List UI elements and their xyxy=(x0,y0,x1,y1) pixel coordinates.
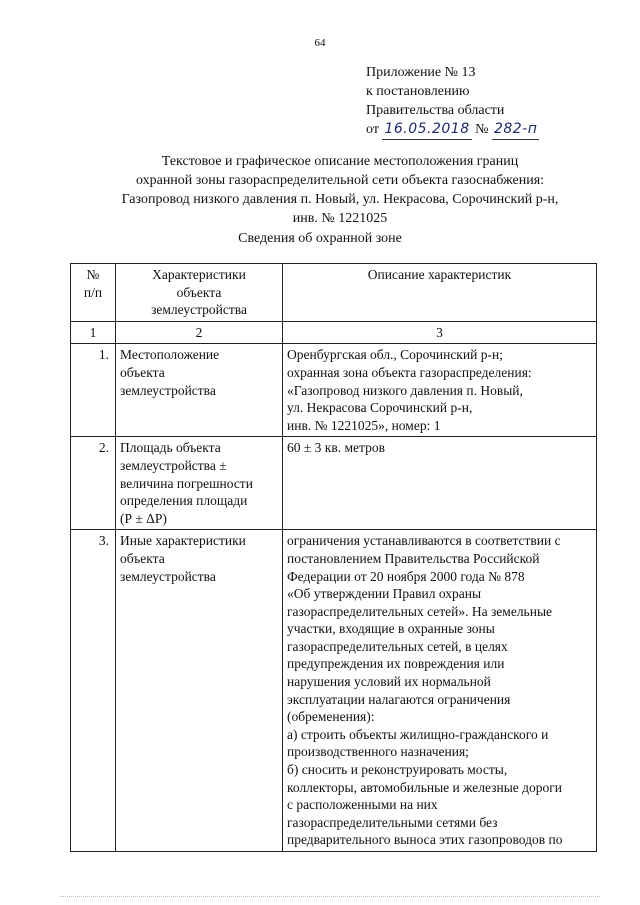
index-cell-3: 3 xyxy=(283,321,597,344)
desc-line: а) строить объекты жилищно-гражданского и xyxy=(287,726,549,742)
protection-zone-table xyxy=(70,263,597,852)
desc-line: Оренбургская обл., Сорочинский р-н; xyxy=(287,347,503,363)
table-header-row xyxy=(71,264,597,322)
char-line: землеустройства ± xyxy=(120,457,227,473)
row-description xyxy=(283,437,597,530)
desc-line: охранная зона объекта газораспределения: xyxy=(287,364,532,380)
header-char-line-3: землеустройства xyxy=(151,302,247,318)
desc-line: участки, входящие в охранные зоны xyxy=(287,621,495,637)
number-prefix: № xyxy=(475,122,489,137)
header-description xyxy=(283,264,597,322)
title-line-4: инв. № 1221025 xyxy=(292,211,388,226)
title-line-3: Газопровод низкого давления п. Новый, ул. Некрасова, Сорочинский р-н, xyxy=(121,192,559,207)
desc-line: газораспределительных сетей». На земельные xyxy=(287,603,553,619)
header-number-symbol: № xyxy=(86,267,100,282)
char-line: величина погрешности xyxy=(120,475,253,491)
desc-line: предупреждения их повреждения или xyxy=(287,656,505,672)
appendix-block xyxy=(366,63,539,140)
header-number xyxy=(71,264,116,322)
document-title xyxy=(60,152,620,228)
index-cell-1: 1 xyxy=(71,321,116,344)
page-number: 64 xyxy=(314,37,326,49)
desc-line: постановлением Правительства Российской xyxy=(287,550,540,566)
title-line-1: Текстовое и графическое описание местоположения границ xyxy=(161,154,519,169)
table-row xyxy=(71,344,597,437)
desc-line: «Газопровод низкого давления п. Новый, xyxy=(287,382,523,398)
char-line: (Р ± ΔР) xyxy=(120,510,167,526)
header-char-line-2: объекта xyxy=(176,284,222,300)
header-characteristics xyxy=(116,264,283,322)
desc-line: нарушения условий их нормальной xyxy=(287,674,491,690)
row-number: 1. xyxy=(71,344,116,437)
desc-line: ограничения устанавливаются в соответствии с xyxy=(287,533,561,549)
header-description-label: Описание характеристик xyxy=(367,267,512,282)
handwritten-date: 16.05.2018 xyxy=(382,120,471,140)
desc-line: предварительного выноса этих газопроводов по xyxy=(287,832,563,848)
desc-line: ул. Некрасова Сорочинский р-н, xyxy=(287,400,473,416)
desc-line: с расположенными на них xyxy=(287,797,438,813)
header-number-label: п/п xyxy=(83,284,103,300)
table-row xyxy=(71,437,597,530)
desc-line: коллекторы, автомобильные и железные дороги xyxy=(287,779,563,795)
char-line: Местоположение xyxy=(120,347,220,363)
row-characteristic xyxy=(116,530,283,852)
title-line-2: охранной зоны газораспределительной сети объекта газоснабжения: xyxy=(135,173,545,188)
desc-line: производственного назначения; xyxy=(287,744,469,760)
header-char-line-1: Характеристики xyxy=(152,267,246,282)
from-prefix: от xyxy=(366,122,379,137)
char-line: определения площади xyxy=(120,493,248,509)
char-line: Площадь объекта xyxy=(120,440,221,456)
desc-line: 60 ± 3 кв. метров xyxy=(287,440,385,456)
desc-line: б) сносить и реконструировать мосты, xyxy=(287,762,508,778)
char-line: объекта xyxy=(120,550,165,566)
section-subtitle: Сведения об охранной зоне xyxy=(238,231,402,246)
desc-line: (обременения): xyxy=(287,709,375,725)
appendix-line-2: к постановлению xyxy=(366,84,470,99)
row-number: 2. xyxy=(71,437,116,530)
char-line: землеустройства xyxy=(120,382,216,398)
scan-artifact-dots xyxy=(60,892,600,897)
table-row xyxy=(71,530,597,852)
appendix-line-3: Правительства области xyxy=(366,103,505,118)
index-cell-2: 2 xyxy=(116,321,283,344)
desc-line: газораспределительных сетей, в целях xyxy=(287,638,508,654)
appendix-line-1: Приложение № 13 xyxy=(366,65,476,80)
desc-line: газораспределительными сетями без xyxy=(287,814,498,830)
desc-line: «Об утверждении Правил охраны xyxy=(287,586,482,602)
appendix-line-4 xyxy=(366,120,539,140)
desc-line: Федерации от 20 ноября 2000 года № 878 xyxy=(287,568,525,584)
handwritten-number: 282-п xyxy=(492,120,539,140)
row-number: 3. xyxy=(71,530,116,852)
row-characteristic xyxy=(116,344,283,437)
table-index-row xyxy=(71,321,597,344)
desc-line: инв. № 1221025», номер: 1 xyxy=(287,417,441,433)
desc-line: эксплуатации налагаются ограничения xyxy=(287,691,511,707)
char-line: объекта xyxy=(120,364,165,380)
row-characteristic xyxy=(116,437,283,530)
row-description xyxy=(283,530,597,852)
row-description xyxy=(283,344,597,437)
char-line: землеустройства xyxy=(120,568,216,584)
char-line: Иные характеристики xyxy=(120,533,246,549)
